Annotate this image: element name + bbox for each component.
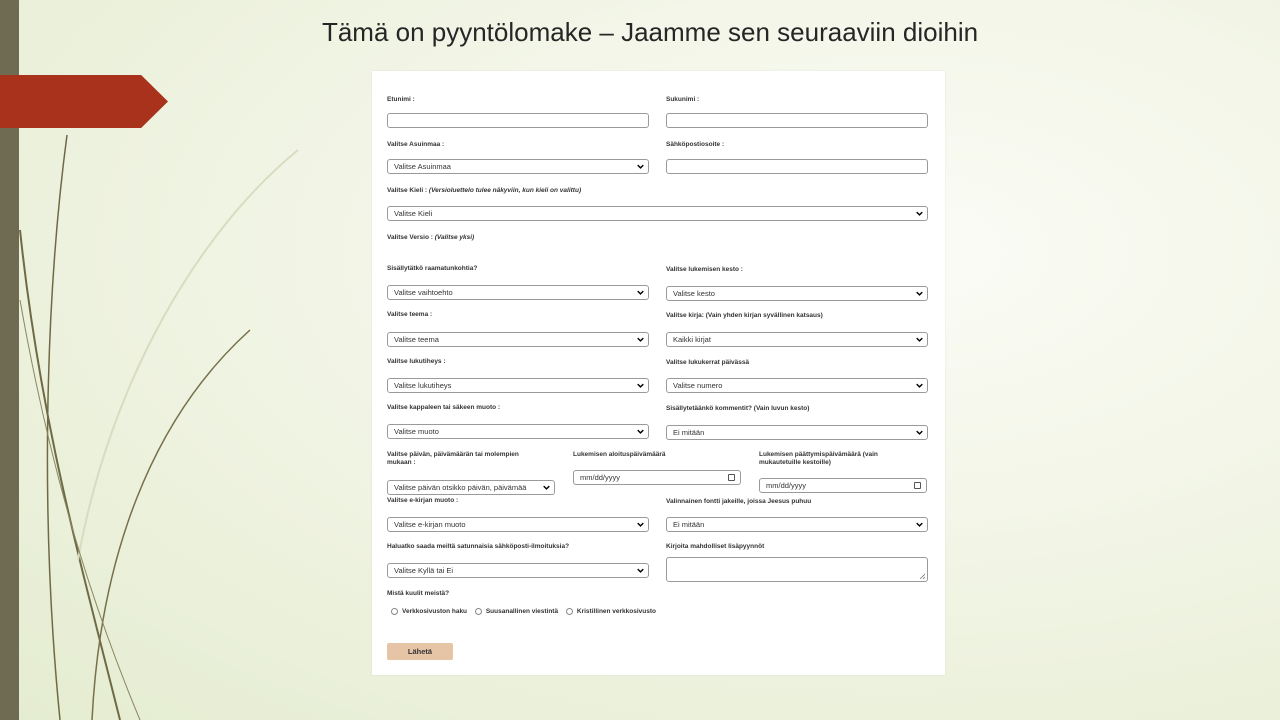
submit-button[interactable]: Lähetä — [387, 643, 453, 660]
lukutiheys-select[interactable] — [387, 378, 649, 393]
chevron-down-icon — [916, 336, 923, 343]
lisapyynnot-label: Kirjoita mahdolliset lisäpyynnöt — [666, 543, 765, 550]
kieli-value: Valitse Kieli — [394, 209, 433, 218]
radio-button[interactable] — [391, 608, 398, 615]
aloitus-date-input[interactable] — [573, 470, 741, 485]
lukutiheys-value: Valitse lukutiheys — [394, 381, 452, 390]
ilmoitukset-value: Valitse Kyllä tai Ei — [394, 566, 454, 575]
radio-option-kristillinen[interactable]: Kristillinen verkkosivusto — [566, 608, 656, 615]
etunimi-label: Etunimi : — [387, 96, 415, 103]
fontti-value: Ei mitään — [673, 520, 705, 529]
kesto-select[interactable] — [666, 286, 928, 301]
chevron-down-icon — [543, 484, 550, 491]
kieli-note: (Versioluettelo tulee näkyviin, kun kieli on valittu) — [428, 187, 582, 194]
versio-note: (Valitse yksi) — [434, 234, 475, 241]
kommentit-label: Sisällytetäänkö kommentit? (Vain luvun kesto) — [666, 405, 810, 412]
kieli-select[interactable] — [387, 206, 928, 221]
request-form — [372, 71, 945, 675]
kommentit-select[interactable] — [666, 425, 928, 440]
radio-button[interactable] — [475, 608, 482, 615]
etunimi-input[interactable] — [387, 113, 649, 128]
kesto-label: Valitse lukemisen kesto : — [666, 266, 743, 273]
raamatunkohtia-label: Sisällytätkö raamatunkohtia? — [387, 265, 478, 272]
calendar-icon[interactable] — [914, 482, 921, 489]
mista-label: Mistä kuulit meistä? — [387, 590, 450, 597]
ekirja-label: Valitse e-kirjan muoto : — [387, 497, 459, 504]
ekirja-value: Valitse e-kirjan muoto — [394, 520, 466, 529]
calendar-icon[interactable] — [728, 474, 735, 481]
lukukerrat-label: Valitse lukukerrat päivässä — [666, 359, 750, 366]
raamatunkohtia-value: Valitse vaihtoehto — [394, 288, 453, 297]
kirja-select[interactable] — [666, 332, 928, 347]
fontti-label: Valinnainen fontti jakeille, joissa Jeesus puhuu — [666, 498, 812, 505]
versio-label: Valitse Versio : (Valitse yksi) — [387, 234, 475, 241]
lukukerrat-select[interactable] — [666, 378, 928, 393]
lukutiheys-label: Valitse lukutiheys : — [387, 358, 446, 365]
aloitus-label: Lukemisen aloituspäivämäärä — [573, 451, 666, 458]
paattymis-label: Lukemisen päättymispäivämäärä (vain mukautetuille kestoille) — [759, 451, 878, 466]
chevron-down-icon — [916, 290, 923, 297]
muoto-select[interactable] — [387, 424, 649, 439]
chevron-down-icon — [637, 163, 644, 170]
paattymis-value: mm/dd/yyyy — [766, 481, 807, 490]
muoto-value: Valitse muoto — [394, 427, 439, 436]
paivays-label: Valitse päivän, päivämäärän tai molempien mukaan : — [387, 451, 519, 466]
teema-select[interactable] — [387, 332, 649, 347]
chevron-down-icon — [637, 567, 644, 574]
mista-radio-group — [391, 608, 662, 615]
kommentit-value: Ei mitään — [673, 428, 705, 437]
asuinmaa-select[interactable] — [387, 159, 649, 174]
chevron-down-icon — [916, 210, 923, 217]
paattymis-date-input[interactable] — [759, 478, 927, 493]
kirja-label: Valitse kirja: (Vain yhden kirjan syvällinen katsaus) — [666, 312, 823, 319]
radio-option-verkkosivuston-haku[interactable]: Verkkosivuston haku — [391, 608, 467, 615]
chevron-down-icon — [916, 521, 923, 528]
raamatunkohtia-select[interactable] — [387, 285, 649, 300]
muoto-label: Valitse kappaleen tai säkeen muoto : — [387, 404, 501, 411]
resize-grip-icon[interactable] — [919, 573, 925, 579]
kieli-label: Valitse Kieli : (Versioluettelo tulee näkyviin, kun kieli on valittu) — [387, 187, 582, 194]
asuinmaa-value: Valitse Asuinmaa — [394, 162, 451, 171]
radio-button[interactable] — [566, 608, 573, 615]
ekirja-select[interactable] — [387, 517, 649, 532]
sukunimi-input[interactable] — [666, 113, 928, 128]
chevron-down-icon — [916, 382, 923, 389]
sukunimi-label: Sukunimi : — [666, 96, 700, 103]
chevron-down-icon — [637, 428, 644, 435]
email-input[interactable] — [666, 159, 928, 174]
lisapyynnot-textarea[interactable] — [666, 557, 928, 582]
chevron-down-icon — [637, 336, 644, 343]
decorative-grass-lines — [0, 0, 320, 720]
teema-value: Valitse teema — [394, 335, 439, 344]
chevron-down-icon — [637, 521, 644, 528]
ilmoitukset-label: Haluatko saada meiltä satunnaisia sähköposti-ilmoituksia? — [387, 543, 570, 550]
aloitus-value: mm/dd/yyyy — [580, 473, 621, 482]
asuinmaa-label: Valitse Asuinmaa : — [387, 141, 445, 148]
chevron-down-icon — [637, 382, 644, 389]
paivays-value: Valitse päivän otsikko päivän, päivämää — [394, 483, 527, 492]
fontti-select[interactable] — [666, 517, 928, 532]
paivays-select[interactable] — [387, 480, 555, 495]
radio-option-suusanallinen[interactable]: Suusanallinen viestintä — [475, 608, 558, 615]
slide-title: Tämä on pyyntölomake – Jaamme sen seuraaviin dioihin — [321, 17, 979, 47]
teema-label: Valitse teema : — [387, 311, 433, 318]
kirja-value: Kaikki kirjat — [673, 335, 711, 344]
ilmoitukset-select[interactable] — [387, 563, 649, 578]
chevron-down-icon — [916, 429, 923, 436]
lukukerrat-value: Valitse numero — [673, 381, 723, 390]
email-label: Sähköpostiosoite : — [666, 141, 725, 148]
kesto-value: Valitse kesto — [673, 289, 715, 298]
chevron-down-icon — [637, 289, 644, 296]
